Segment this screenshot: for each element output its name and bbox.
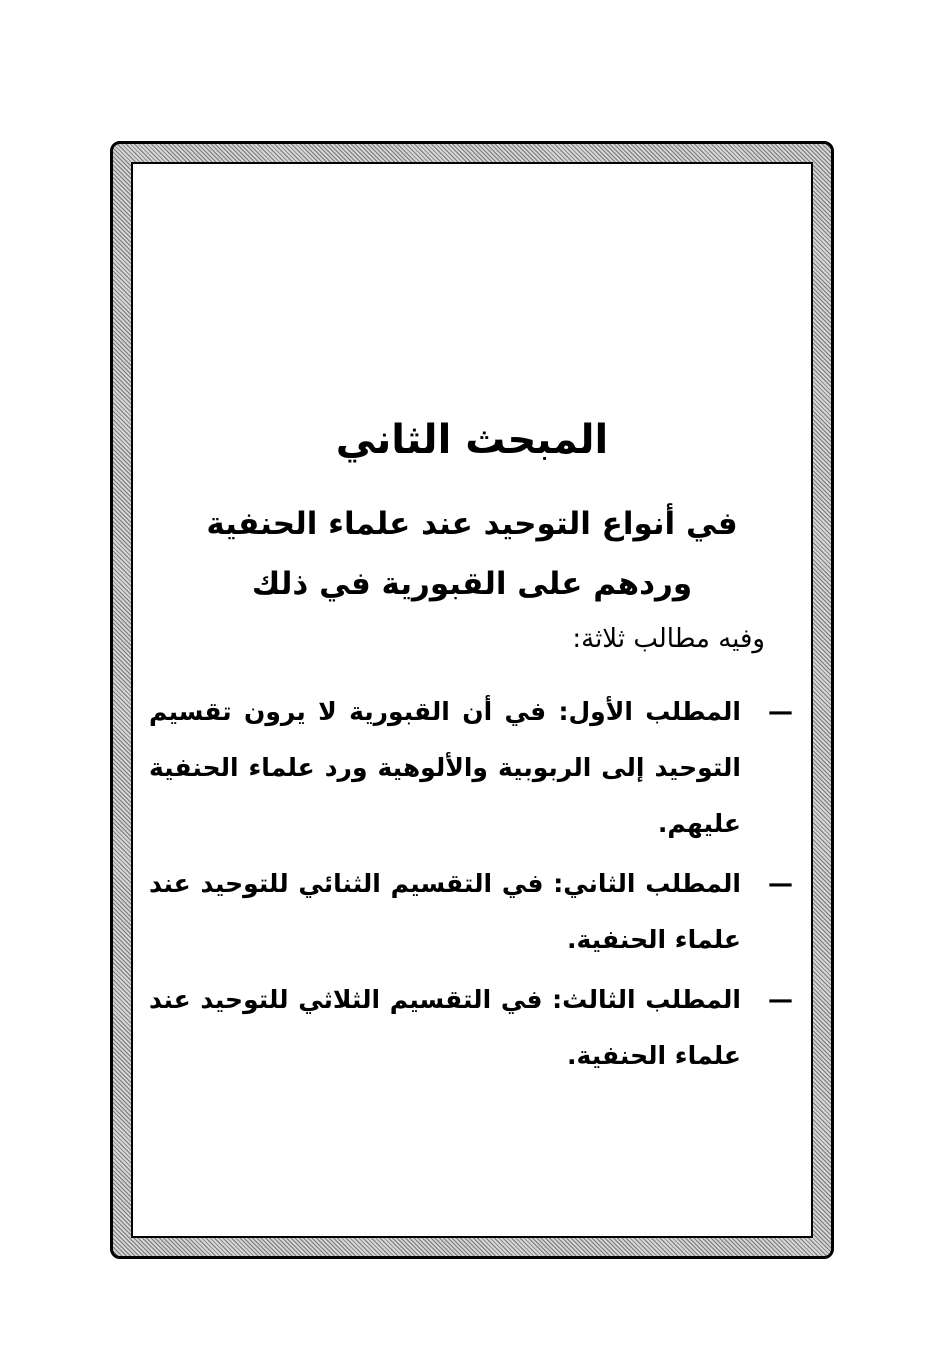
subtitle-line-2: وردهم على القبورية في ذلك — [251, 566, 693, 602]
list-item — [149, 856, 801, 968]
list-item-text: المطلب الثالث: في التقسيم الثلاثي للتوحيد عند علماء الحنفية. — [149, 985, 741, 1070]
subsection-list — [149, 684, 801, 1088]
page-content-area — [131, 162, 813, 1238]
list-item-text: المطلب الأول: في أن القبورية لا يرون تقسيم التوحيد إلى الربوبية والألوهية ورد علماء الحنفية عليهم. — [149, 697, 741, 838]
page-border-frame — [110, 141, 834, 1259]
list-item-text: المطلب الثاني: في التقسيم الثنائي للتوحيد عند علماء الحنفية. — [149, 869, 741, 954]
dash-bullet: — — [768, 985, 793, 1014]
dash-bullet: — — [768, 869, 793, 898]
list-item — [149, 972, 801, 1084]
subtitle-line-1: في أنواع التوحيد عند علماء الحنفية — [206, 506, 738, 542]
list-item — [149, 684, 801, 852]
section-subtitle — [173, 494, 771, 614]
section-title: المبحث الثاني — [335, 417, 609, 463]
intro-text: وفيه مطالب ثلاثة: — [572, 624, 765, 654]
dash-bullet: — — [768, 697, 793, 726]
